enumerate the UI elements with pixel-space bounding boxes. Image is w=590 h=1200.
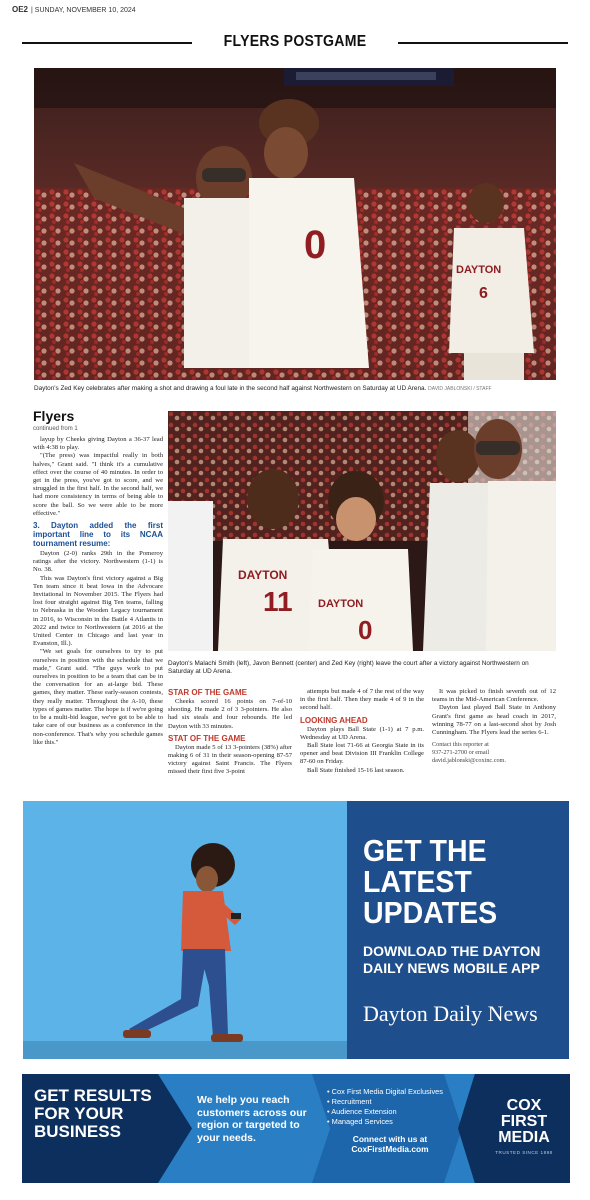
story-paragraph: Ball State finished 15-16 last season. (307, 766, 405, 774)
story-paragraph: Ball State lost 71-66 at Georgia State in its opener and beat Division III Franklin College 87-60 on Friday. (300, 742, 424, 766)
continued-line: continued from 1 (33, 426, 78, 432)
jersey-text: DAYTON (238, 568, 288, 582)
story-subhead: 3. Dayton added the first important line to its NCAA tournament resume: (33, 521, 163, 549)
lead-photo-caption (34, 385, 556, 393)
page-number: OE2 (12, 5, 29, 14)
cox-connect (325, 1134, 455, 1154)
cox-logo: COX FIRST MEDIA (498, 1097, 550, 1146)
story-paragraph: Dayton made 5 of 13 3-pointers (38%) after making 6 of 31 in their season-opening 87-57 victory against Saint Francis. The Flyers missed their first five 3-point (168, 743, 292, 776)
header-rule-right (398, 42, 568, 44)
story-paragraph: This was Dayton's first victory against a Big Ten team since it beat Iowa in the Advocare Invitational in November 2015. The Flyers had lost four straight against Big Ten teams, falling to Nebraska in the Wooden Legacy tournament in 2016, to Wisconsin in the Battle 4 Atlantis in 2022 and twice to Northwestern (at 2016 at the United Center in Chicago and last year in Evanston, Ill.). (33, 574, 163, 648)
caption-text: Dayton's Zed Key celebrates after making a shot and drawing a foul late in the second half against Northwestern on Saturday at UD Arena. (34, 385, 427, 392)
cox-tagline: TRUSTED SINCE 1898 (495, 1150, 553, 1155)
story-column-1 (33, 436, 163, 747)
jersey-number: 11 (263, 586, 293, 617)
story-column-2 (168, 688, 292, 777)
jersey-text: DAYTON (318, 598, 364, 610)
jersey-text: DAYTON (456, 264, 502, 276)
jersey-number: 0 (304, 223, 327, 267)
cox-url-link[interactable]: CoxFirstMedia.com (351, 1144, 429, 1154)
lead-photo-image (34, 68, 556, 380)
story-column-4 (432, 688, 556, 765)
lead-photo (34, 68, 556, 380)
reporter-contact (432, 741, 556, 765)
ad-headline: GET THE LATEST UPDATES (363, 833, 498, 930)
ddn-app-ad[interactable] (23, 801, 569, 1059)
looking-ahead-heading: LOOKING AHEAD (300, 715, 368, 725)
secondary-photo-caption: Dayton's Malachi Smith (left), Javon Bennett (center) and Zed Key (right) leave the court after a victory against Northwestern on Saturday at UD Arena. (168, 660, 529, 675)
connect-label: Connect with us at (352, 1134, 428, 1144)
ddn-logo: Dayton Daily News (363, 1001, 538, 1026)
page-date: SUNDAY, NOVEMBER 10, 2024 (34, 7, 136, 14)
ad-download-text: DOWNLOAD THE DAYTON DAILY NEWS MOBILE APP (363, 943, 541, 976)
story-paragraph: layup by Cheeks giving Dayton a 36-37 lead with 4:38 to play. (33, 436, 163, 452)
story-paragraph: "(The press) was impactful really in both halves," Grant said. "I think it's a cumulative effect over the course of 40 minutes. In order to get in the press, you've got to score, and we struggled in the first half. In the second half, we had more consistency in terms of being able to score the ball. So we were able to be more effective." (33, 452, 163, 517)
story-paragraph: Dayton last played Ball State in Anthony Grant's first game as head coach in 2017, winning 78-77 on a last-second shot by Josh Cunningham. The Flyers lead the series 6-1. (432, 704, 556, 737)
story-paragraph: attempts but made 4 of 7 the rest of the way in the first half. Then they made 4 of 9 in the second half. (300, 688, 424, 712)
cox-headline: GET RESULTS FOR YOUR BUSINESS (34, 1086, 152, 1141)
stat-of-game-heading: STAT OF THE GAME (168, 733, 246, 743)
story-paragraph: "We set goals for ourselves to try to put ourselves in position with the schedule that we made," Grant said. "The guys work to put ourselves in position to be a team that can be in the conversation for an at-large bid. These games, they matter. These early-season contests, they really matter. Throughout the A-10, these types of games matter. The hope is if we're going to be a multi-bid league, we've got to be able to take care of our business as a conference in the non-conference. That's why you schedule games like this." (33, 648, 163, 746)
story-column-3 (300, 688, 424, 775)
cox-services-list (327, 1087, 462, 1127)
ad-illustration (23, 801, 347, 1059)
page-folio: OE2 | SUNDAY, NOVEMBER 10, 2024 (12, 5, 136, 14)
photo-credit: DAVID JABLONSKI / STAFF (428, 386, 492, 392)
header-rule-left (22, 42, 192, 44)
story-paragraph: Cheeks scored 16 points on 7-of-10 shooting. He made 2 of 3 3-pointers. He also had six steals and four rebounds. He led Dayton with 33 minutes. (168, 698, 292, 730)
contact-line: Contact this reporter at (432, 741, 489, 749)
cox-help-text: We help you reach customers across our region or targeted to your needs. (197, 1094, 307, 1144)
story-paragraph: Dayton plays Ball State (1-1) at 7 p.m. Wednesday at UD Arena. (300, 725, 424, 741)
story-paragraph: It was picked to finish seventh out of 12 teams in the Mid-American Conference. (432, 688, 556, 704)
section-title: FLYERS POSTGAME (223, 33, 367, 50)
star-of-game-heading: STAR OF THE GAME (168, 688, 247, 697)
contact-line: 937-271-2700 or email (432, 749, 490, 757)
contact-email[interactable]: david.jablonski@coxinc.com. (432, 757, 506, 765)
cox-first-media-ad[interactable] (22, 1074, 570, 1183)
jersey-number: 0 (358, 615, 373, 645)
service-item: • Cox First Media Digital Exclusives (327, 1087, 462, 1097)
service-item: • Recruitment (327, 1097, 462, 1107)
secondary-photo (168, 411, 556, 651)
story-paragraph: Dayton (2-0) ranks 29th in the Pomeroy ratings after the victory. Northwestern (1-1) is No. 38. (33, 550, 163, 574)
section-header (22, 30, 568, 56)
service-item: • Managed Services (327, 1117, 462, 1127)
story-kicker: Flyers (33, 408, 75, 424)
service-item: • Audience Extension (327, 1107, 462, 1117)
secondary-photo-image (168, 411, 556, 651)
jersey-number: 6 (479, 285, 488, 302)
